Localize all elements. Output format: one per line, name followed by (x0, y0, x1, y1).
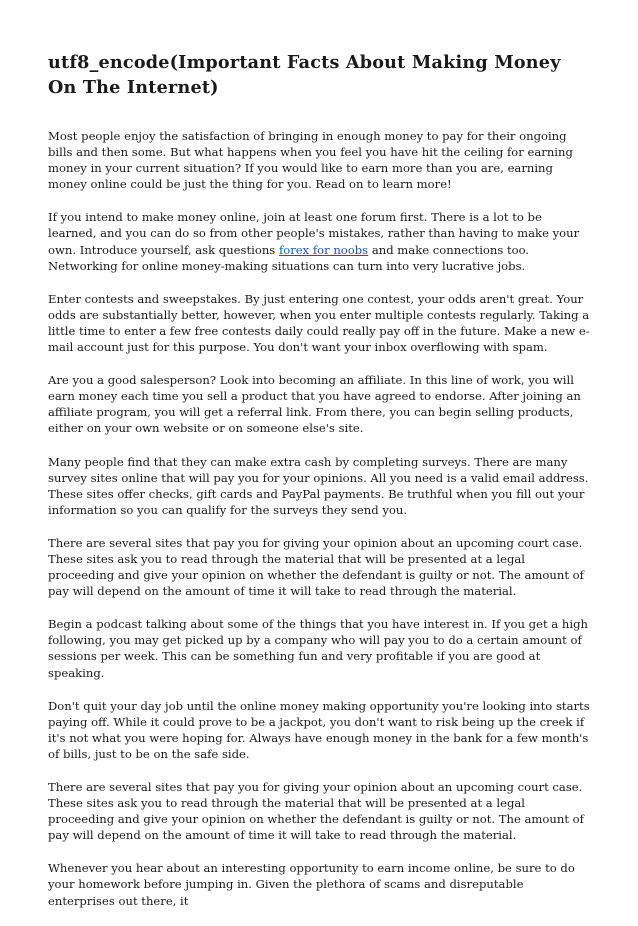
paragraph-surveys: Many people find that they can make extra cash by completing surveys. There are many survey sites online that will pay you for your opinions. All you need is a valid email address. These sites offer checks, gift cards and PayPal payments. Be truthful when you fill out your information so you can qualify for the surveys they send you. (48, 454, 589, 517)
paragraph-forum-text-before: If you intend to make money online, join at least one forum first. There is a lot to be learned, and you can do so from other people's mistakes, rather than having to make your own. Introduce yourself, ask questions (48, 210, 580, 257)
forex-for-noobs-link[interactable]: forex for noobs (278, 242, 369, 257)
paragraph-podcast: Begin a podcast talking about some of the things that you have interest in. If you get a high following, you may get picked up by a company who will pay you to do a certain amount of sessions per week. This can be something fun and very profitable if you are good at speaking. (48, 617, 588, 680)
paragraph-intro: Most people enjoy the satisfaction of bringing in enough money to pay for their ongoing bills and then some. But what happens when you feel you have hit the ceiling for earning money in your current situation? If you would like to earn more than you are, earning money online could be just the thing for you. Read on to learn more! (48, 129, 573, 192)
document-page (48, 50, 592, 926)
paragraph-forum (48, 209, 592, 273)
paragraph-court-case-repeat: There are several sites that pay you for giving your opinion about an upcoming court case. These sites ask you to read through the material that will be presented at a legal proceeding and give your opinion on whether the defendant is guilty or not. The amount of pay will depend on the amount of time it will take to read through the material. (48, 780, 584, 843)
paragraph-forum-text-after: and make connections too. Networking for online money-making situations can turn into very lucrative jobs. (48, 242, 530, 273)
paragraph-contests: Enter contests and sweepstakes. By just entering one contest, your odds aren't great. Your odds are substantially better, however, when you enter multiple contests regularly. Taking a little time to enter a few free contests daily could really pay off in the future. Make a new e-mail account just for this purpose. You don't want your inbox overflowing with spam. (48, 291, 590, 355)
paragraph-homework: Whenever you hear about an interesting opportunity to earn income online, be sure to do your homework before jumping in. Given the plethora of scams and disreputable enterprises out there, it (48, 861, 575, 908)
paragraph-court-case: There are several sites that pay you for giving your opinion about an upcoming court case. These sites ask you to read through the material that will be presented at a legal proceeding and give your opinion on whether the defendant is guilty or not. The amount of pay will depend on the amount of time it will take to read through the material. (48, 535, 584, 599)
paragraph-affiliate: Are you a good salesperson? Look into becoming an affiliate. In this line of work, you will earn money each time you sell a product that you have agreed to endorse. After joining an affiliate program, you will get a referral link. From there, you can begin selling products, either on your own website or on someone else's site. (48, 373, 581, 436)
paragraph-day-job: Don't quit your day job until the online money making opportunity you're looking into starts paying off. While it could prove to be a jackpot, you don't want to risk being up the creek if it's not what you were hoping for. Always have enough money in the bank for a few month's of bills, just to be on the safe side. (48, 698, 590, 761)
document-title: utf8_encode(Important Facts About Making Money On The Internet) (48, 52, 561, 98)
